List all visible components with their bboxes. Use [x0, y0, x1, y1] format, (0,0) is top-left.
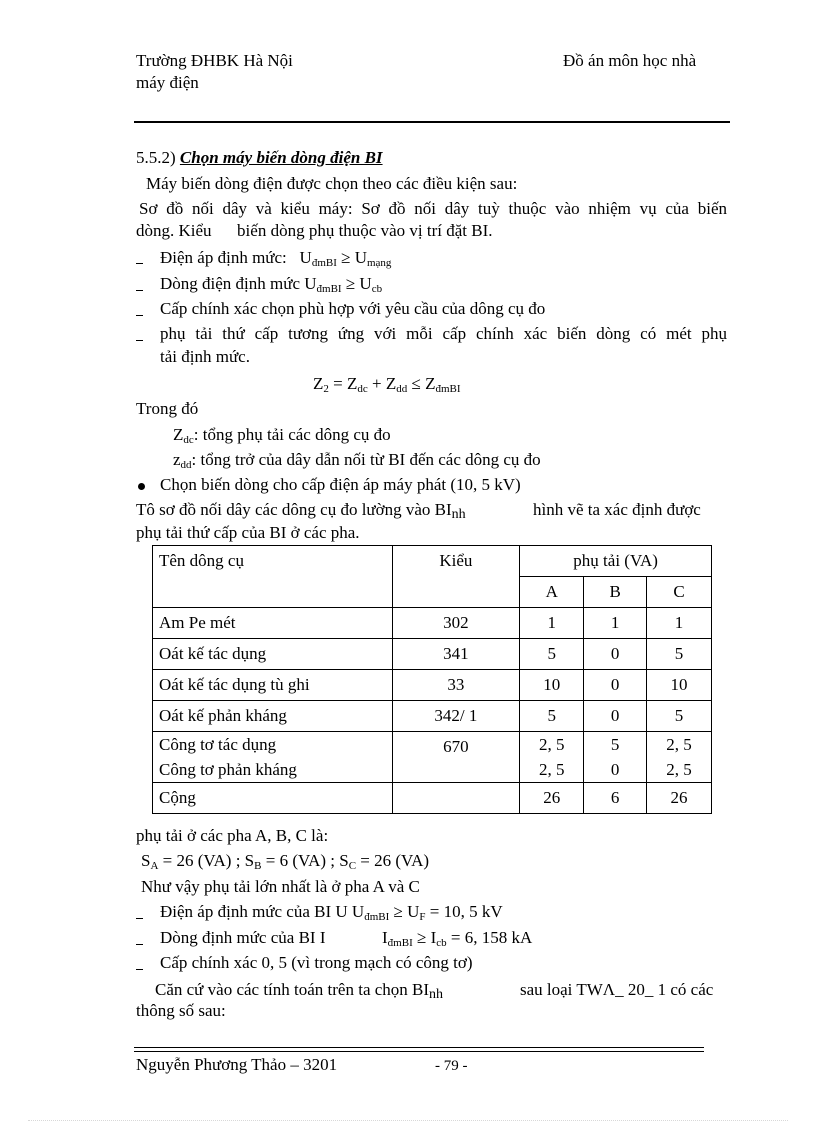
cell-a: 10	[520, 670, 584, 701]
header-course: Đồ án môn học nhà	[563, 51, 697, 70]
rated-voltage-b: ≥ U	[393, 902, 420, 921]
cell-type: 341	[392, 639, 520, 670]
cell-b	[584, 732, 647, 783]
cell-name: Oát kế tác dụng	[153, 639, 393, 670]
phase-sa: S	[141, 851, 151, 870]
cell-type	[392, 783, 520, 814]
cell-c: 5	[647, 639, 712, 670]
rated-accuracy: Cấp chính xác 0, 5 (vì trong mạch có công tơ)	[160, 953, 473, 972]
formula-plus: + Z	[372, 374, 397, 393]
rated-current-sub: đmBI	[387, 937, 413, 949]
rated-current-c: = 6, 158 kA	[450, 928, 533, 947]
dash-marker	[136, 290, 143, 291]
cond-voltage-rel: ≥ U	[341, 248, 367, 267]
cell-name: Oát kế phản kháng	[153, 701, 393, 732]
footer-rule-1	[134, 1047, 704, 1048]
dash-marker	[136, 944, 143, 945]
formula-zdc-sub: dc	[357, 383, 368, 395]
phase-sa-val: = 26 (VA) ;	[162, 851, 241, 870]
cell-c: 1	[647, 608, 712, 639]
th-type: Kiểu	[392, 546, 520, 608]
wiring-line-2: dòng. Kiểu biến dòng phụ thuộc vào vị trí đặt BI.	[136, 221, 493, 240]
cell-a	[520, 732, 584, 783]
def-zdd	[173, 449, 541, 471]
cond-voltage-label: Điện áp định mức:	[160, 248, 287, 267]
cond-load-line-2: tải định mức.	[160, 347, 250, 366]
cell-name	[153, 732, 393, 783]
phase-intro: phụ tải ở các pha A, B, C là:	[136, 826, 329, 845]
def-zdc-text: : tổng phụ tải các dông cụ đo	[193, 425, 391, 444]
cell-type: 670	[392, 732, 520, 783]
def-zdd-text: : tổng trở của dây dẫn nối từ BI đến các dông cụ đo	[191, 450, 541, 469]
wiring-line-1: Sơ đồ nối dây và kiểu máy: Sơ đồ nối dây tuỳ thuộc vào nhiệm vụ của biến	[139, 199, 727, 218]
table-row	[153, 608, 712, 639]
rated-voltage	[160, 901, 503, 923]
cell-b: 0	[584, 670, 647, 701]
rated-voltage-c: = 10, 5 kV	[429, 902, 503, 921]
draw-line-1-a: Tô sơ đồ nối dây các dông cụ đo lường vào BI	[136, 500, 452, 519]
cell-c: 10	[647, 670, 712, 701]
formula-z2-sub: 2	[323, 383, 329, 395]
cell-c: 26	[647, 783, 712, 814]
formula-eq: = Z	[333, 374, 358, 393]
conclusion-line-1-b: sau loại TWΛ_ 20_ 1 có các	[520, 980, 714, 999]
cell-b-line: 0	[610, 760, 620, 779]
table-row	[153, 670, 712, 701]
cell-c-line: 2, 5	[666, 760, 692, 779]
bullet-icon	[138, 483, 145, 490]
formula-le: ≤ Z	[411, 374, 436, 393]
cell-name: Am Pe mét	[153, 608, 393, 639]
cell-name: Oát kế tác dụng tù ghi	[153, 670, 393, 701]
cell-a: 5	[520, 701, 584, 732]
dash-marker	[136, 969, 143, 970]
cell-c-line: 2, 5	[666, 735, 692, 754]
table-row	[153, 639, 712, 670]
th-c: C	[647, 577, 712, 608]
cond-voltage-sub2: mạng	[366, 257, 392, 269]
page-edge	[28, 1120, 788, 1121]
dash-marker	[136, 340, 143, 341]
intro-text: Máy biến dòng điện được chọn theo các điều kiện sau:	[146, 174, 518, 193]
dash-marker	[136, 918, 143, 919]
cell-b: 6	[584, 783, 647, 814]
cell-b: 1	[584, 608, 647, 639]
def-zdd-sym: z	[173, 450, 181, 469]
header-rule	[134, 121, 730, 123]
phase-values	[141, 850, 429, 872]
section-heading	[136, 147, 383, 169]
bullet-text: Chọn biến dòng cho cấp điện áp máy phát (10, 5 kV)	[160, 475, 521, 494]
conclusion-a: Căn cứ vào các tính toán trên ta chọn BI	[155, 980, 430, 999]
cond-accuracy: Cấp chính xác chọn phù hợp với yêu cầu của dông cụ đo	[160, 299, 546, 318]
dash-marker	[136, 263, 143, 264]
th-load: phụ tải (VA)	[520, 546, 712, 577]
cell-c	[647, 732, 712, 783]
cell-name-line: Công tơ phản kháng	[159, 760, 297, 779]
cond-current-sub2: cb	[371, 283, 383, 295]
rated-current-sub2: cb	[436, 937, 447, 949]
conclusion-line-1	[155, 979, 443, 1001]
table-header-row	[153, 546, 712, 577]
phase-sc-sub: C	[348, 860, 357, 872]
conclusion-sub: nh	[429, 987, 444, 1002]
footer-author: Nguyễn Phương Thảo – 3201	[136, 1055, 338, 1074]
impedance-formula	[313, 373, 461, 395]
cond-voltage	[160, 247, 391, 269]
rated-voltage-a: Điện áp định mức của BI U U	[160, 902, 365, 921]
cell-b: 0	[584, 701, 647, 732]
th-a: A	[520, 577, 584, 608]
cell-name: Cộng	[153, 783, 393, 814]
formula-z2: Z	[313, 374, 324, 393]
rated-voltage-sub: đmBI	[364, 911, 390, 923]
formula-zdd-sub: dd	[396, 383, 408, 395]
draw-line-1-b: hình vẽ ta xác định được	[533, 500, 701, 519]
cell-type: 342/ 1	[392, 701, 520, 732]
draw-line-1-sub: nh	[451, 507, 466, 522]
def-zdc	[173, 424, 391, 446]
phase-sb-val: = 6 (VA) ;	[265, 851, 335, 870]
cell-type: 33	[392, 670, 520, 701]
def-zdc-sub: dc	[183, 434, 194, 446]
phase-sc: S	[339, 851, 349, 870]
cell-a: 5	[520, 639, 584, 670]
cell-a: 26	[520, 783, 584, 814]
def-zdc-sym: Z	[173, 425, 184, 444]
th-name: Tên dông cụ	[153, 546, 393, 608]
conclusion-line-2: thông số sau:	[136, 1001, 226, 1020]
dash-marker	[136, 315, 143, 316]
cell-c: 5	[647, 701, 712, 732]
phase-sb-sub: B	[254, 860, 262, 872]
formula-zdm-sub: đmBI	[435, 383, 461, 395]
cell-b-line: 5	[610, 735, 620, 754]
rated-voltage-sub2: F	[419, 911, 426, 923]
cond-current-rel: ≥ U	[345, 274, 372, 293]
th-b: B	[584, 577, 647, 608]
table-total-row	[153, 783, 712, 814]
def-zdd-sub: dd	[180, 459, 192, 471]
phase-sb: S	[244, 851, 255, 870]
max-load: Như vậy phụ tải lớn nhất là ở pha A và C	[141, 877, 420, 896]
rated-current-label: Dòng định mức của BI I	[160, 928, 326, 947]
cond-current-sub: đmBI	[316, 283, 342, 295]
cell-a-line: 2, 5	[538, 735, 565, 754]
load-table	[152, 545, 712, 814]
table-row	[153, 701, 712, 732]
rated-current-b: ≥ I	[416, 928, 437, 947]
cell-b: 0	[584, 639, 647, 670]
cond-voltage-U: U	[299, 248, 312, 267]
rated-current-i: I	[382, 928, 388, 947]
cond-voltage-sub: đmBI	[311, 257, 337, 269]
cell-type: 302	[392, 608, 520, 639]
phase-sc-val: = 26 (VA)	[360, 851, 430, 870]
cond-current-label: Dòng điện định mức U	[160, 274, 317, 293]
draw-line-2: phụ tải thứ cấp của BI ở các pha.	[136, 523, 360, 542]
rated-current	[382, 927, 532, 949]
cond-current	[160, 273, 382, 295]
cond-load-line-1: phụ tải thứ cấp tương ứng với mỗi cấp chính xác biến dòng có mét phụ	[160, 324, 727, 343]
table-row	[153, 732, 712, 783]
section-title: Chọn máy biến dòng điện BI	[179, 148, 383, 167]
draw-line-1	[136, 499, 466, 521]
header-subject-cont: máy điện	[136, 73, 199, 92]
phase-sa-sub: A	[150, 860, 159, 872]
cell-a: 1	[520, 608, 584, 639]
cell-a-line: 2, 5	[538, 760, 565, 779]
footer-rule-2	[134, 1051, 704, 1052]
section-number: 5.5.2)	[136, 148, 176, 167]
where-label: Trong đó	[136, 399, 199, 418]
footer-page-number: - 79 -	[435, 1058, 468, 1074]
cell-name-line: Công tơ tác dụng	[159, 735, 277, 754]
header-school: Trường ĐHBK Hà Nội	[136, 51, 293, 70]
